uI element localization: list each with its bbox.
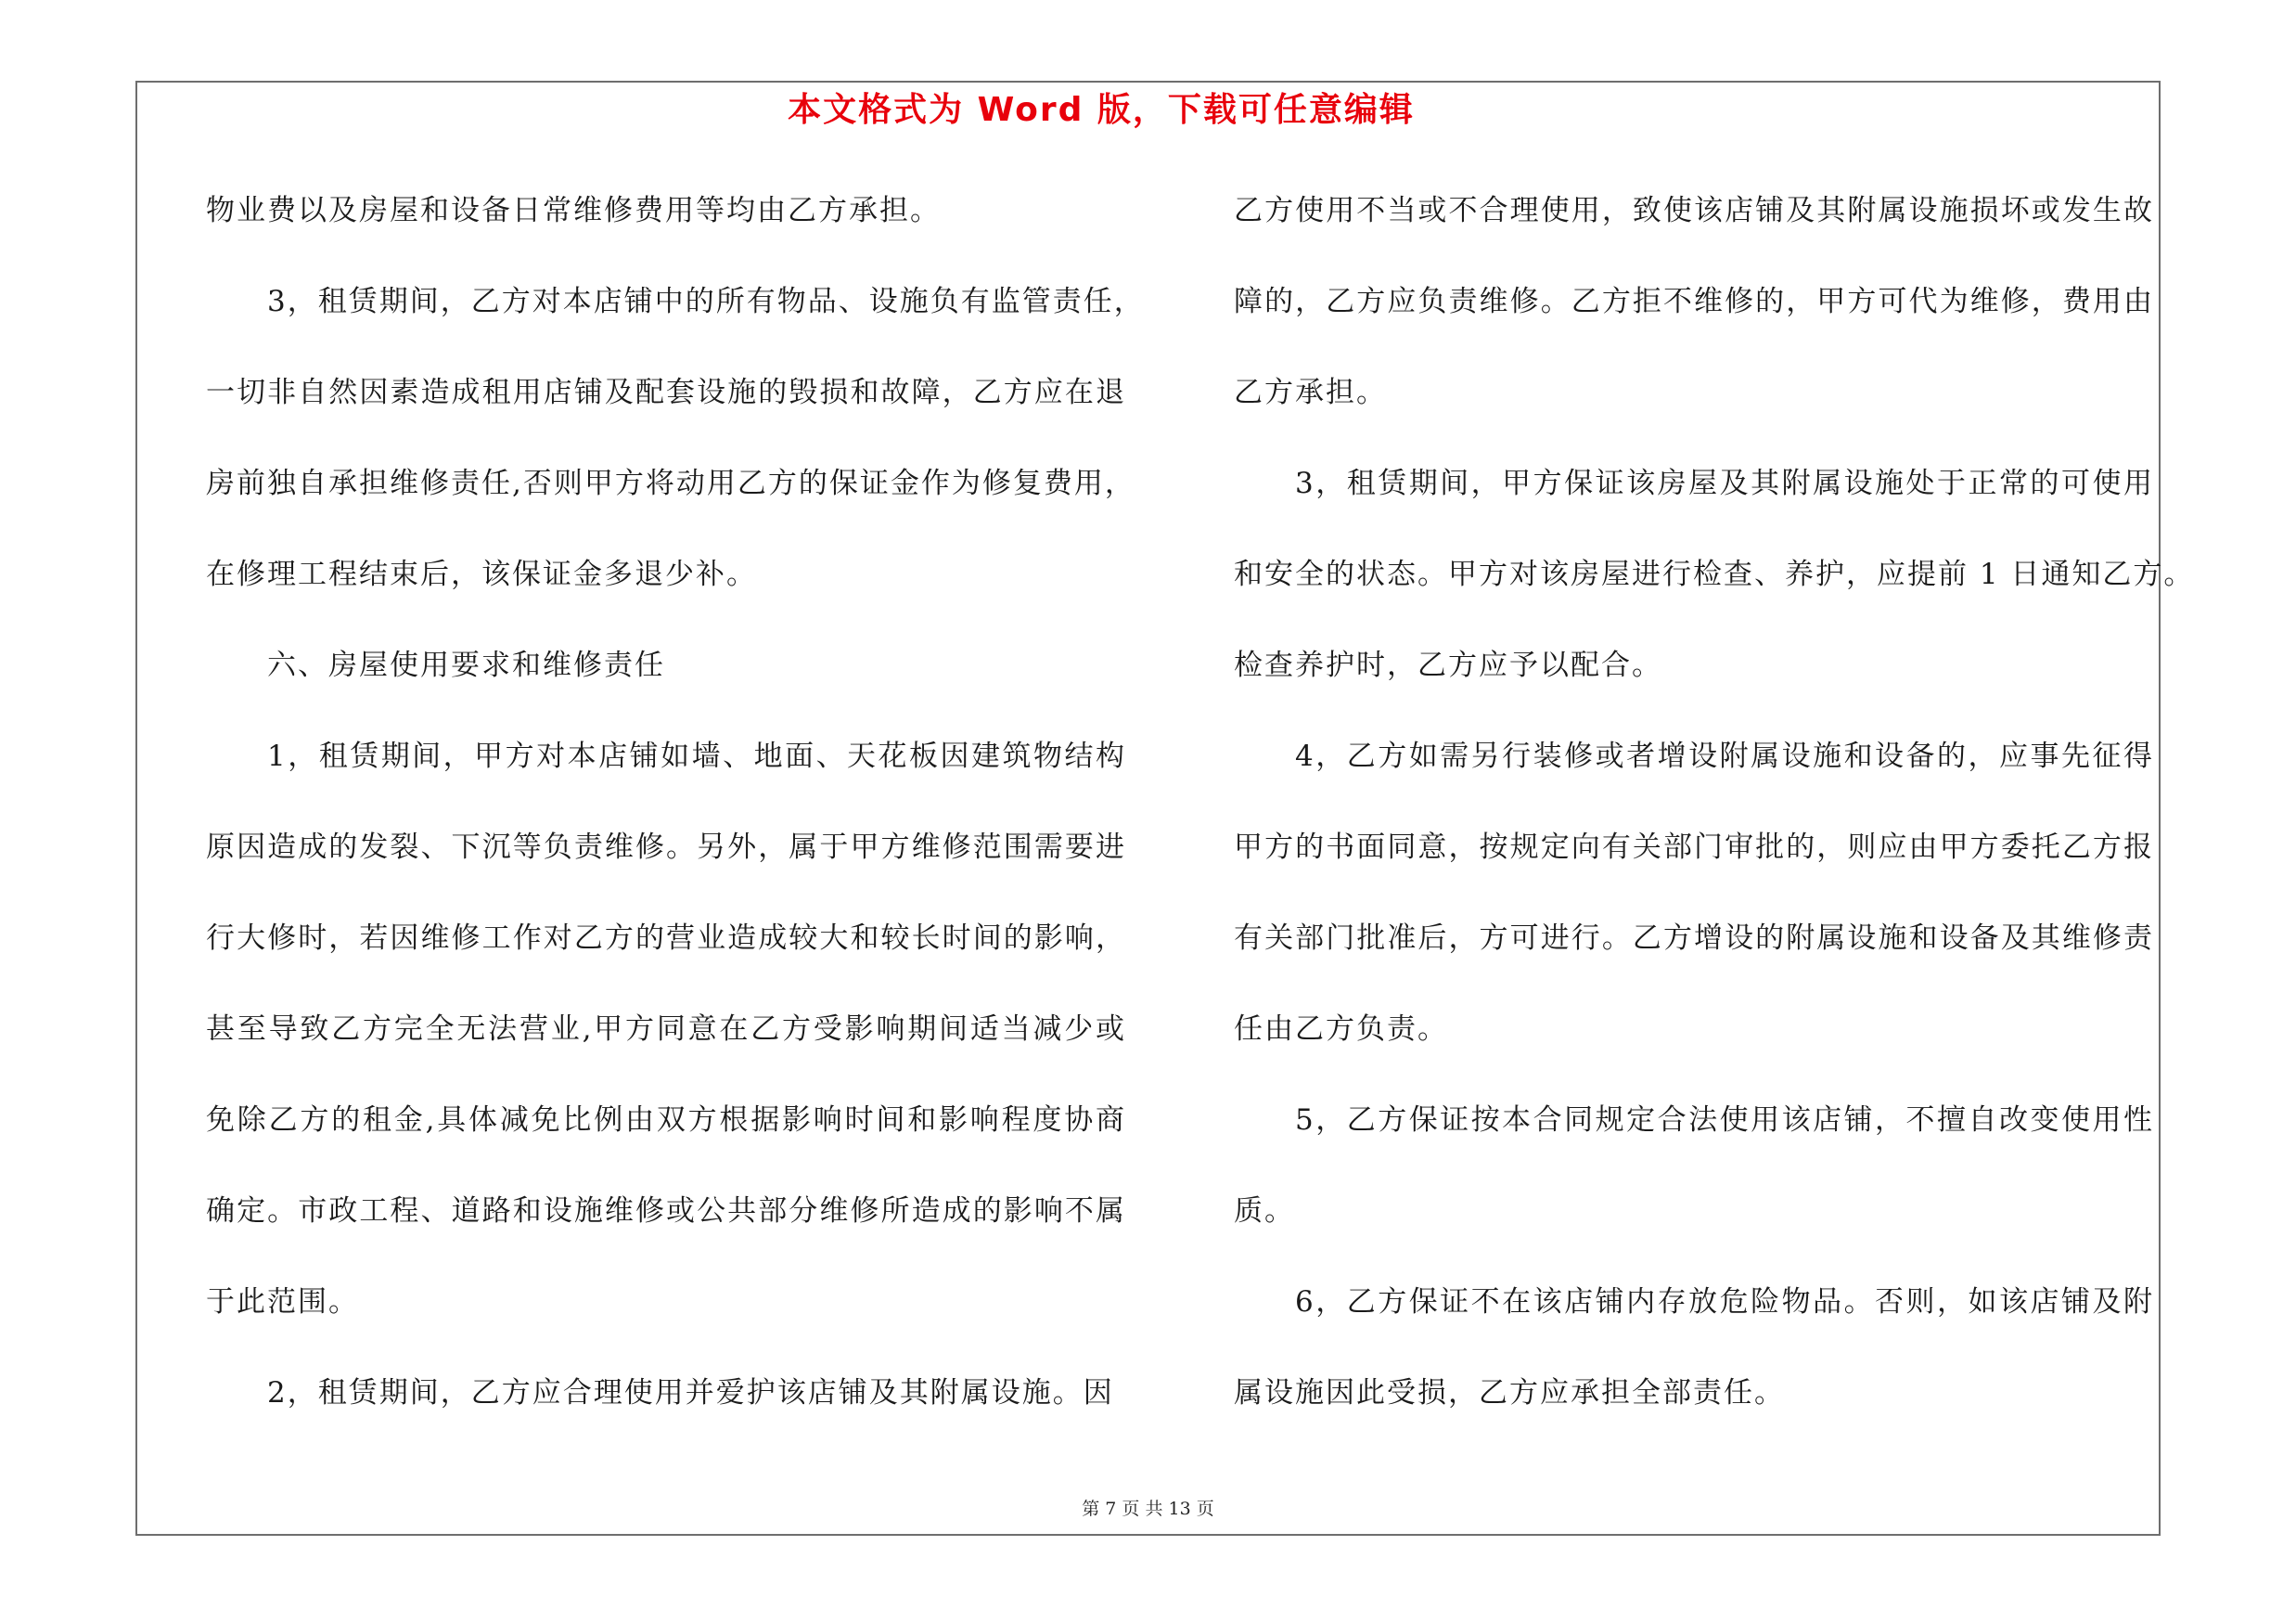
text-line: 原因造成的发裂、下沉等负责维修。另外，属于甲方维修范围需要进: [206, 831, 1126, 864]
text-line: 3，租赁期间，甲方保证该房屋及其附属设施处于正常的可使用: [1295, 467, 2154, 500]
text-line: 2，租赁期间，乙方应合理使用并爱护该店铺及其附属设施。因: [267, 1376, 1114, 1410]
text-line: 六、房屋使用要求和维修责任: [267, 649, 665, 682]
text-line: 乙方承担。: [1234, 376, 1387, 409]
paragraph: [206, 711, 1126, 1347]
text-line: 于此范围。: [206, 1285, 359, 1319]
text-line: 一切非自然因素造成租用店铺及配套设施的毁损和故障，乙方应在退: [206, 376, 1126, 409]
paragraph: [206, 165, 1126, 256]
paragraph: [206, 620, 1126, 711]
text-line: 甚至导致乙方完全无法营业,甲方同意在乙方受影响期间适当减少或: [206, 1012, 1126, 1046]
paragraph: [206, 256, 1145, 620]
text-line: 检查养护时，乙方应予以配合。: [1234, 649, 1662, 682]
paragraph: [1234, 1075, 2154, 1256]
paragraph: [1234, 165, 2154, 438]
text-line: 甲方的书面同意，按规定向有关部门审批的，则应由甲方委托乙方报: [1234, 831, 2154, 864]
right-column: [1234, 165, 2195, 1438]
text-line: 房前独自承担维修责任,否则甲方将动用乙方的保证金作为修复费用，: [206, 467, 1135, 500]
paragraph: [206, 1347, 1126, 1438]
text-line: 4，乙方如需另行装修或者增设附属设施和设备的，应事先征得: [1295, 740, 2154, 773]
paragraph: [1234, 438, 2195, 711]
page-number-footer: 第 7 页 共 13 页: [1082, 1499, 1214, 1519]
text-line: 物业费以及房屋和设备日常维修费用等均由乙方承担。: [206, 194, 941, 227]
text-line: 任由乙方负责。: [1234, 1012, 1448, 1046]
text-line: 3，租赁期间，乙方对本店铺中的所有物品、设施负有监管责任，: [267, 285, 1145, 318]
text-line: 质。: [1234, 1194, 1295, 1228]
left-column: [206, 165, 1145, 1438]
paragraph: [1234, 711, 2154, 1075]
text-line: 障的，乙方应负责维修。乙方拒不维修的，甲方可代为维修，费用由: [1234, 285, 2154, 318]
text-line: 1，租赁期间，甲方对本店铺如墙、地面、天花板因建筑物结构: [267, 740, 1126, 773]
text-line: 有关部门批准后，方可进行。乙方增设的附属设施和设备及其维修责: [1234, 921, 2154, 955]
text-line: 乙方使用不当或不合理使用，致使该店铺及其附属设施损坏或发生故: [1234, 194, 2154, 227]
text-line: 在修理工程结束后，该保证金多退少补。: [206, 558, 757, 591]
text-line: 属设施因此受损，乙方应承担全部责任。: [1234, 1376, 1785, 1410]
word-format-banner: 本文格式为 Word 版，下载可任意编辑: [788, 91, 1415, 129]
text-line: 免除乙方的租金,具体减免比例由双方根据影响时间和影响程度协商: [206, 1103, 1126, 1137]
text-line: 行大修时，若因维修工作对乙方的营业造成较大和较长时间的影响，: [206, 921, 1126, 955]
text-line: 确定。市政工程、道路和设施维修或公共部分维修所造成的影响不属: [206, 1194, 1126, 1228]
text-line: 和安全的状态。甲方对该房屋进行检查、养护，应提前 1 日通知乙方。: [1234, 558, 2195, 591]
text-line: 5，乙方保证按本合同规定合法使用该店铺，不擅自改变使用性: [1295, 1103, 2154, 1137]
text-line: 6，乙方保证不在该店铺内存放危险物品。否则，如该店铺及附: [1295, 1285, 2154, 1319]
paragraph: [1234, 1256, 2154, 1438]
